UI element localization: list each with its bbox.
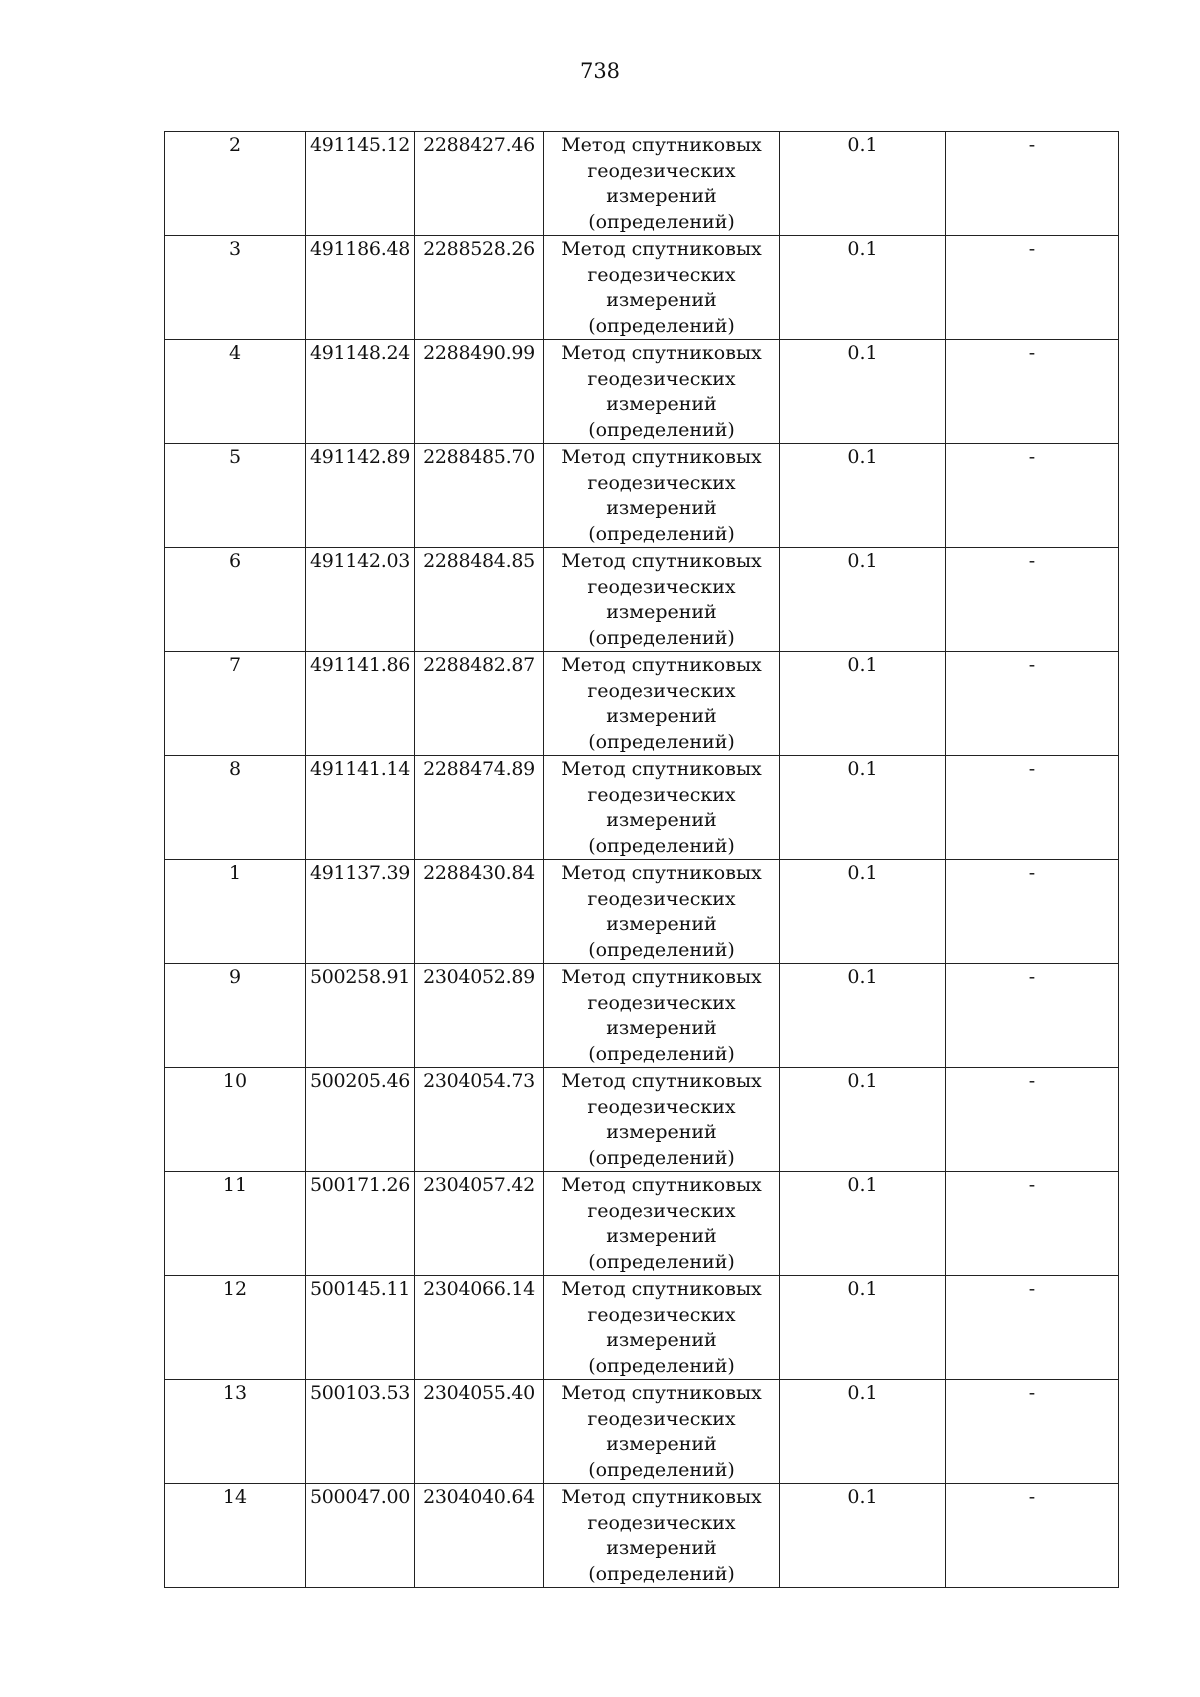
y-coordinate-cell: 2304066.14 <box>415 1276 544 1380</box>
point-number-cell: 6 <box>165 548 306 652</box>
accuracy-cell: 0.1 <box>780 444 946 548</box>
point-number-cell: 13 <box>165 1380 306 1484</box>
table-row <box>165 340 1119 444</box>
point-number-cell: 5 <box>165 444 306 548</box>
method-cell: Метод спутниковых геодезических измерений (определений) <box>544 340 780 444</box>
method-cell: Метод спутниковых геодезических измерений (определений) <box>544 1380 780 1484</box>
point-number-cell: 8 <box>165 756 306 860</box>
x-coordinate-cell: 500205.46 <box>306 1068 415 1172</box>
point-number-cell: 12 <box>165 1276 306 1380</box>
method-cell: Метод спутниковых геодезических измерений (определений) <box>544 548 780 652</box>
y-coordinate-cell: 2288430.84 <box>415 860 544 964</box>
x-coordinate-cell: 500171.26 <box>306 1172 415 1276</box>
y-coordinate-cell: 2288528.26 <box>415 236 544 340</box>
point-number-cell: 11 <box>165 1172 306 1276</box>
x-coordinate-cell: 491142.03 <box>306 548 415 652</box>
x-coordinate-cell: 491141.86 <box>306 652 415 756</box>
accuracy-cell: 0.1 <box>780 756 946 860</box>
accuracy-cell: 0.1 <box>780 964 946 1068</box>
note-cell: - <box>946 860 1119 964</box>
note-cell: - <box>946 236 1119 340</box>
method-cell: Метод спутниковых геодезических измерений (определений) <box>544 1172 780 1276</box>
note-cell: - <box>946 1172 1119 1276</box>
accuracy-cell: 0.1 <box>780 132 946 236</box>
note-cell: - <box>946 1484 1119 1588</box>
table-row <box>165 756 1119 860</box>
accuracy-cell: 0.1 <box>780 860 946 964</box>
method-cell: Метод спутниковых геодезических измерений (определений) <box>544 132 780 236</box>
accuracy-cell: 0.1 <box>780 1172 946 1276</box>
accuracy-cell: 0.1 <box>780 1380 946 1484</box>
accuracy-cell: 0.1 <box>780 1068 946 1172</box>
x-coordinate-cell: 500047.00 <box>306 1484 415 1588</box>
y-coordinate-cell: 2304054.73 <box>415 1068 544 1172</box>
accuracy-cell: 0.1 <box>780 340 946 444</box>
note-cell: - <box>946 1276 1119 1380</box>
table-row <box>165 132 1119 236</box>
note-cell: - <box>946 444 1119 548</box>
x-coordinate-cell: 500258.91 <box>306 964 415 1068</box>
y-coordinate-cell: 2304052.89 <box>415 964 544 1068</box>
page-number: 738 <box>579 59 621 83</box>
method-cell: Метод спутниковых геодезических измерений (определений) <box>544 1484 780 1588</box>
accuracy-cell: 0.1 <box>780 1276 946 1380</box>
x-coordinate-cell: 500103.53 <box>306 1380 415 1484</box>
table-row <box>165 1484 1119 1588</box>
x-coordinate-cell: 491137.39 <box>306 860 415 964</box>
table-row <box>165 444 1119 548</box>
point-number-cell: 10 <box>165 1068 306 1172</box>
x-coordinate-cell: 491186.48 <box>306 236 415 340</box>
note-cell: - <box>946 652 1119 756</box>
coordinates-table-body <box>165 132 1119 1588</box>
table-row <box>165 548 1119 652</box>
point-number-cell: 14 <box>165 1484 306 1588</box>
x-coordinate-cell: 491142.89 <box>306 444 415 548</box>
method-cell: Метод спутниковых геодезических измерений (определений) <box>544 964 780 1068</box>
point-number-cell: 9 <box>165 964 306 1068</box>
table-row <box>165 1380 1119 1484</box>
point-number-cell: 3 <box>165 236 306 340</box>
table-row <box>165 1172 1119 1276</box>
point-number-cell: 1 <box>165 860 306 964</box>
y-coordinate-cell: 2288490.99 <box>415 340 544 444</box>
coordinates-table <box>164 131 1119 1588</box>
table-row <box>165 1276 1119 1380</box>
y-coordinate-cell: 2288474.89 <box>415 756 544 860</box>
note-cell: - <box>946 1068 1119 1172</box>
table-row <box>165 964 1119 1068</box>
method-cell: Метод спутниковых геодезических измерений (определений) <box>544 444 780 548</box>
method-cell: Метод спутниковых геодезических измерений (определений) <box>544 1068 780 1172</box>
table-row <box>165 860 1119 964</box>
y-coordinate-cell: 2304057.42 <box>415 1172 544 1276</box>
y-coordinate-cell: 2304040.64 <box>415 1484 544 1588</box>
table-row <box>165 236 1119 340</box>
accuracy-cell: 0.1 <box>780 236 946 340</box>
point-number-cell: 7 <box>165 652 306 756</box>
x-coordinate-cell: 491145.12 <box>306 132 415 236</box>
point-number-cell: 4 <box>165 340 306 444</box>
method-cell: Метод спутниковых геодезических измерений (определений) <box>544 860 780 964</box>
method-cell: Метод спутниковых геодезических измерений (определений) <box>544 1276 780 1380</box>
note-cell: - <box>946 340 1119 444</box>
note-cell: - <box>946 1380 1119 1484</box>
note-cell: - <box>946 756 1119 860</box>
x-coordinate-cell: 500145.11 <box>306 1276 415 1380</box>
accuracy-cell: 0.1 <box>780 548 946 652</box>
y-coordinate-cell: 2288427.46 <box>415 132 544 236</box>
method-cell: Метод спутниковых геодезических измерений (определений) <box>544 652 780 756</box>
table-row <box>165 1068 1119 1172</box>
accuracy-cell: 0.1 <box>780 652 946 756</box>
y-coordinate-cell: 2288484.85 <box>415 548 544 652</box>
method-cell: Метод спутниковых геодезических измерений (определений) <box>544 756 780 860</box>
accuracy-cell: 0.1 <box>780 1484 946 1588</box>
point-number-cell: 2 <box>165 132 306 236</box>
method-cell: Метод спутниковых геодезических измерений (определений) <box>544 236 780 340</box>
note-cell: - <box>946 548 1119 652</box>
y-coordinate-cell: 2288485.70 <box>415 444 544 548</box>
x-coordinate-cell: 491148.24 <box>306 340 415 444</box>
table-row <box>165 652 1119 756</box>
y-coordinate-cell: 2304055.40 <box>415 1380 544 1484</box>
note-cell: - <box>946 964 1119 1068</box>
y-coordinate-cell: 2288482.87 <box>415 652 544 756</box>
x-coordinate-cell: 491141.14 <box>306 756 415 860</box>
note-cell: - <box>946 132 1119 236</box>
